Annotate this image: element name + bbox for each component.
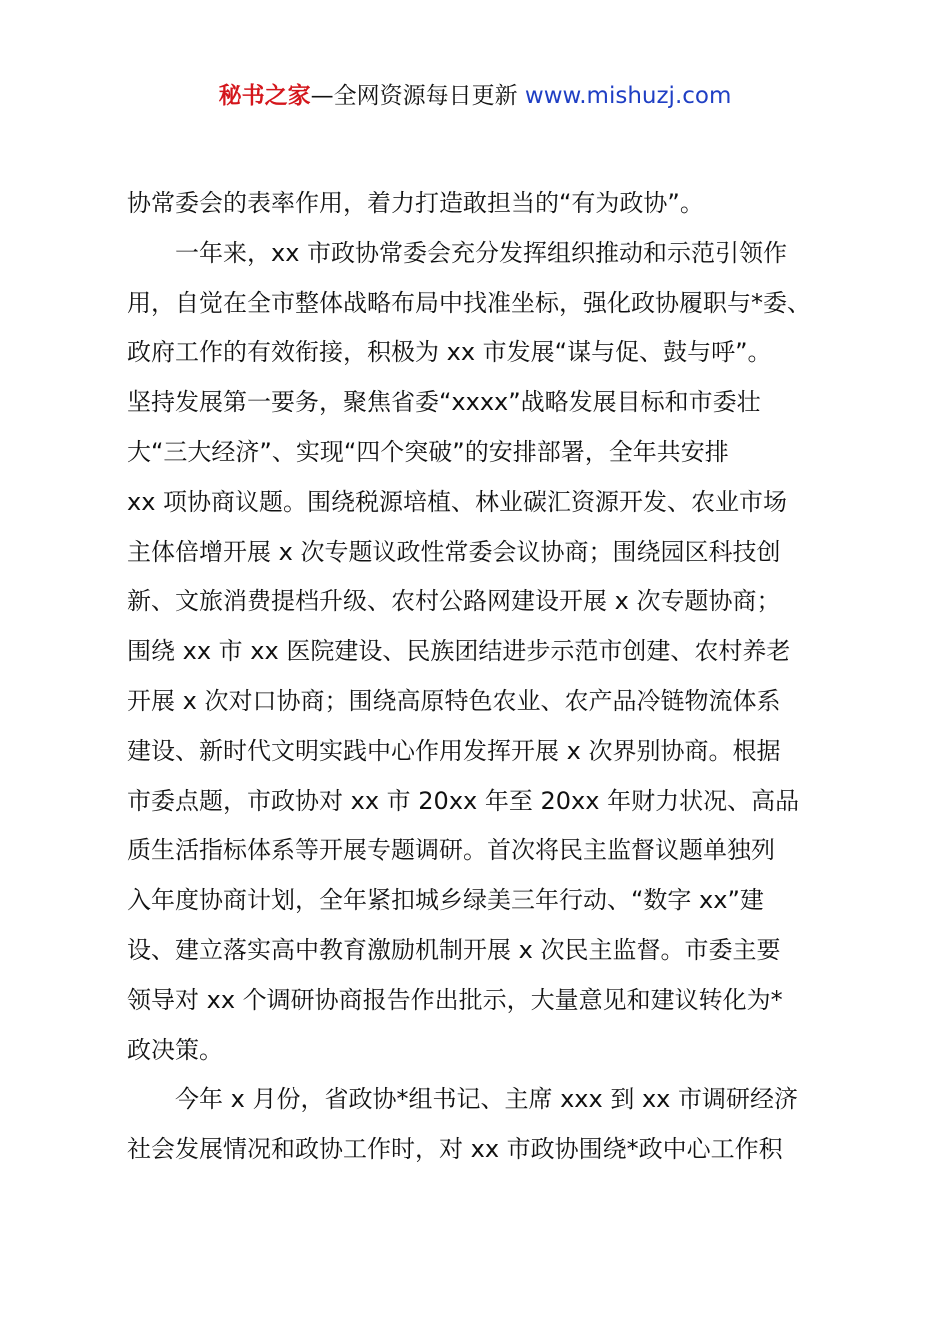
text-line: 一年来，xx 市政协常委会充分发挥组织推动和示范引领作: [127, 238, 788, 267]
text-line: 质生活指标体系等开展专题调研。首次将民主监督议题单独列: [127, 836, 775, 865]
text-line: 政决策。: [127, 1035, 223, 1064]
text-line: 坚持发展第一要务，聚焦省委“xxxx”战略发展目标和市委壮: [127, 388, 761, 417]
text-line: 用，自觉在全市整体战略布局中找准坐标，强化政协履职与*委、: [127, 288, 811, 317]
text-line: 开展 x 次对口协商；围绕高原特色农业、农产品冷链物流体系: [127, 686, 781, 715]
text-line: 围绕 xx 市 xx 医院建设、民族团结进步示范市创建、农村养老: [127, 637, 791, 666]
text-line: xx 项协商议题。围绕税源培植、林业碳汇资源开发、农业市场: [127, 487, 788, 516]
text-line: 政府工作的有效衔接，积极为 xx 市发展“谋与促、鼓与呼”。: [127, 338, 772, 367]
site-tagline: —全网资源每日更新: [310, 83, 518, 109]
text-line: 大“三大经济”、实现“四个突破”的安排部署，全年共安排: [127, 437, 729, 466]
document-body: [127, 179, 835, 1175]
site-url-link[interactable]: www.mishuzj.com: [524, 83, 732, 109]
text-line: 设、建立落实高中教育激励机制开展 x 次民主监督。市委主要: [127, 935, 781, 964]
text-line: 协常委会的表率作用，着力打造敢担当的“有为政协”。: [127, 189, 704, 217]
site-header: [0, 80, 950, 112]
text-line: 入年度协商计划，全年紧扣城乡绿美三年行动、“数字 xx”建: [127, 886, 764, 915]
site-brand: 秘书之家: [218, 83, 311, 109]
text-line: 市委点题，市政协对 xx 市 20xx 年至 20xx 年财力状况、高品: [127, 786, 800, 815]
text-line: 领导对 xx 个调研协商报告作出批示，大量意见和建议转化为*: [127, 985, 783, 1014]
text-line: 主体倍增开展 x 次专题议政性常委会议协商；围绕园区科技创: [127, 537, 781, 566]
text-line: 新、文旅消费提档升级、农村公路网建设开展 x 次专题协商；: [127, 587, 781, 616]
text-line: 今年 x 月份，省政协*组书记、主席 xxx 到 xx 市调研经济: [127, 1085, 798, 1114]
text-line: 社会发展情况和政协工作时，对 xx 市政协围绕*政中心工作积: [127, 1135, 783, 1164]
text-line: 建设、新时代文明实践中心作用发挥开展 x 次界别协商。根据: [127, 736, 781, 765]
